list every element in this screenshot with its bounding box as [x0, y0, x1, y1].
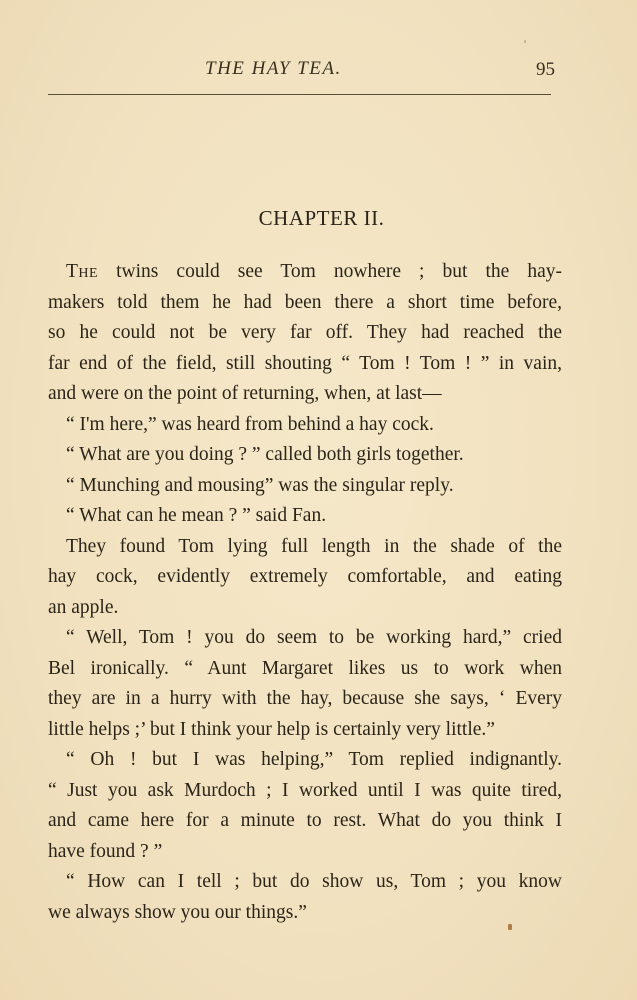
paragraph — [48, 623, 562, 745]
text-line — [48, 623, 562, 654]
text-line — [48, 684, 562, 715]
line-text: and came here for a minute to rest. What do you think I — [48, 810, 562, 831]
text-line — [48, 806, 562, 837]
text-line — [48, 257, 562, 288]
line-text: They found Tom lying full length in the shade of the — [66, 535, 562, 557]
text-line — [48, 318, 562, 349]
text-line — [48, 745, 562, 776]
paragraph — [48, 745, 562, 867]
line-text: an apple. — [48, 596, 119, 618]
text-line — [48, 654, 562, 685]
body-text — [48, 257, 562, 928]
paragraph — [48, 532, 562, 624]
ink-speck — [508, 924, 512, 930]
paragraph — [48, 440, 562, 471]
line-text: we always show you our things.” — [48, 901, 307, 923]
running-title: THE HAY TEA. — [205, 58, 342, 79]
line-text: “ I'm here,” was heard from behind a hay cock. — [66, 413, 434, 435]
line-text: twins could see Tom nowhere ; but the hay- — [98, 261, 562, 282]
line-text: “ Oh ! but I was helping,” Tom replied indignantly. — [66, 749, 562, 770]
paragraph — [48, 501, 562, 532]
line-text: “ Well, Tom ! you do seem to be working hard,” cried — [66, 627, 562, 648]
paragraph — [48, 257, 562, 410]
line-text: Bel ironically. “ Aunt Margaret likes us to work when — [48, 657, 562, 679]
text-line — [48, 440, 562, 471]
text-line — [48, 837, 562, 868]
chapter-heading — [0, 206, 637, 231]
line-text: have found ? ” — [48, 840, 163, 862]
chapter-heading-text: CHAPTER II. — [258, 206, 385, 230]
text-line — [48, 410, 562, 441]
line-text: makers told them he had been there a short time before, — [48, 291, 562, 313]
text-line — [48, 532, 562, 563]
text-line — [48, 562, 562, 593]
line-text: “ Munching and mousing” was the singular reply. — [66, 474, 454, 496]
line-text: “ Just you ask Murdoch ; I worked until I was quite tired, — [48, 779, 562, 801]
line-text: far end of the field, still shouting “ Tom ! Tom ! ” in vain, — [48, 352, 562, 374]
text-line — [48, 776, 562, 807]
text-line — [48, 288, 562, 319]
line-text: “ How can I tell ; but do show us, Tom ; you know — [66, 871, 562, 892]
line-text: “ What can he mean ? ” said Fan. — [66, 505, 327, 526]
text-line — [48, 867, 562, 898]
paragraph — [48, 471, 562, 502]
line-text: and were on the point of returning, when, at last— — [48, 383, 442, 404]
text-line — [48, 379, 562, 410]
text-line — [48, 349, 562, 380]
text-line — [48, 715, 562, 746]
text-line — [48, 471, 562, 502]
line-text: little helps ;’ but I think your help is certainly very little.” — [48, 718, 495, 740]
line-text: they are in a hurry with the hay, because she says, ‘ Every — [48, 688, 562, 709]
header-rule — [48, 94, 551, 95]
running-head — [0, 58, 637, 84]
text-line — [48, 898, 562, 929]
line-text: hay cock, evidently extremely comfortable, and eating — [48, 566, 562, 587]
text-line — [48, 593, 562, 624]
paragraph — [48, 867, 562, 928]
line-text: so he could not be very far off. They had reached the — [48, 322, 562, 343]
paragraph — [48, 410, 562, 441]
page-number: 95 — [536, 59, 555, 80]
paper-speck — [524, 40, 526, 43]
lead-word: The — [66, 261, 99, 282]
text-line — [48, 501, 562, 532]
line-text: “ What are you doing ? ” called both girls together. — [66, 444, 464, 465]
